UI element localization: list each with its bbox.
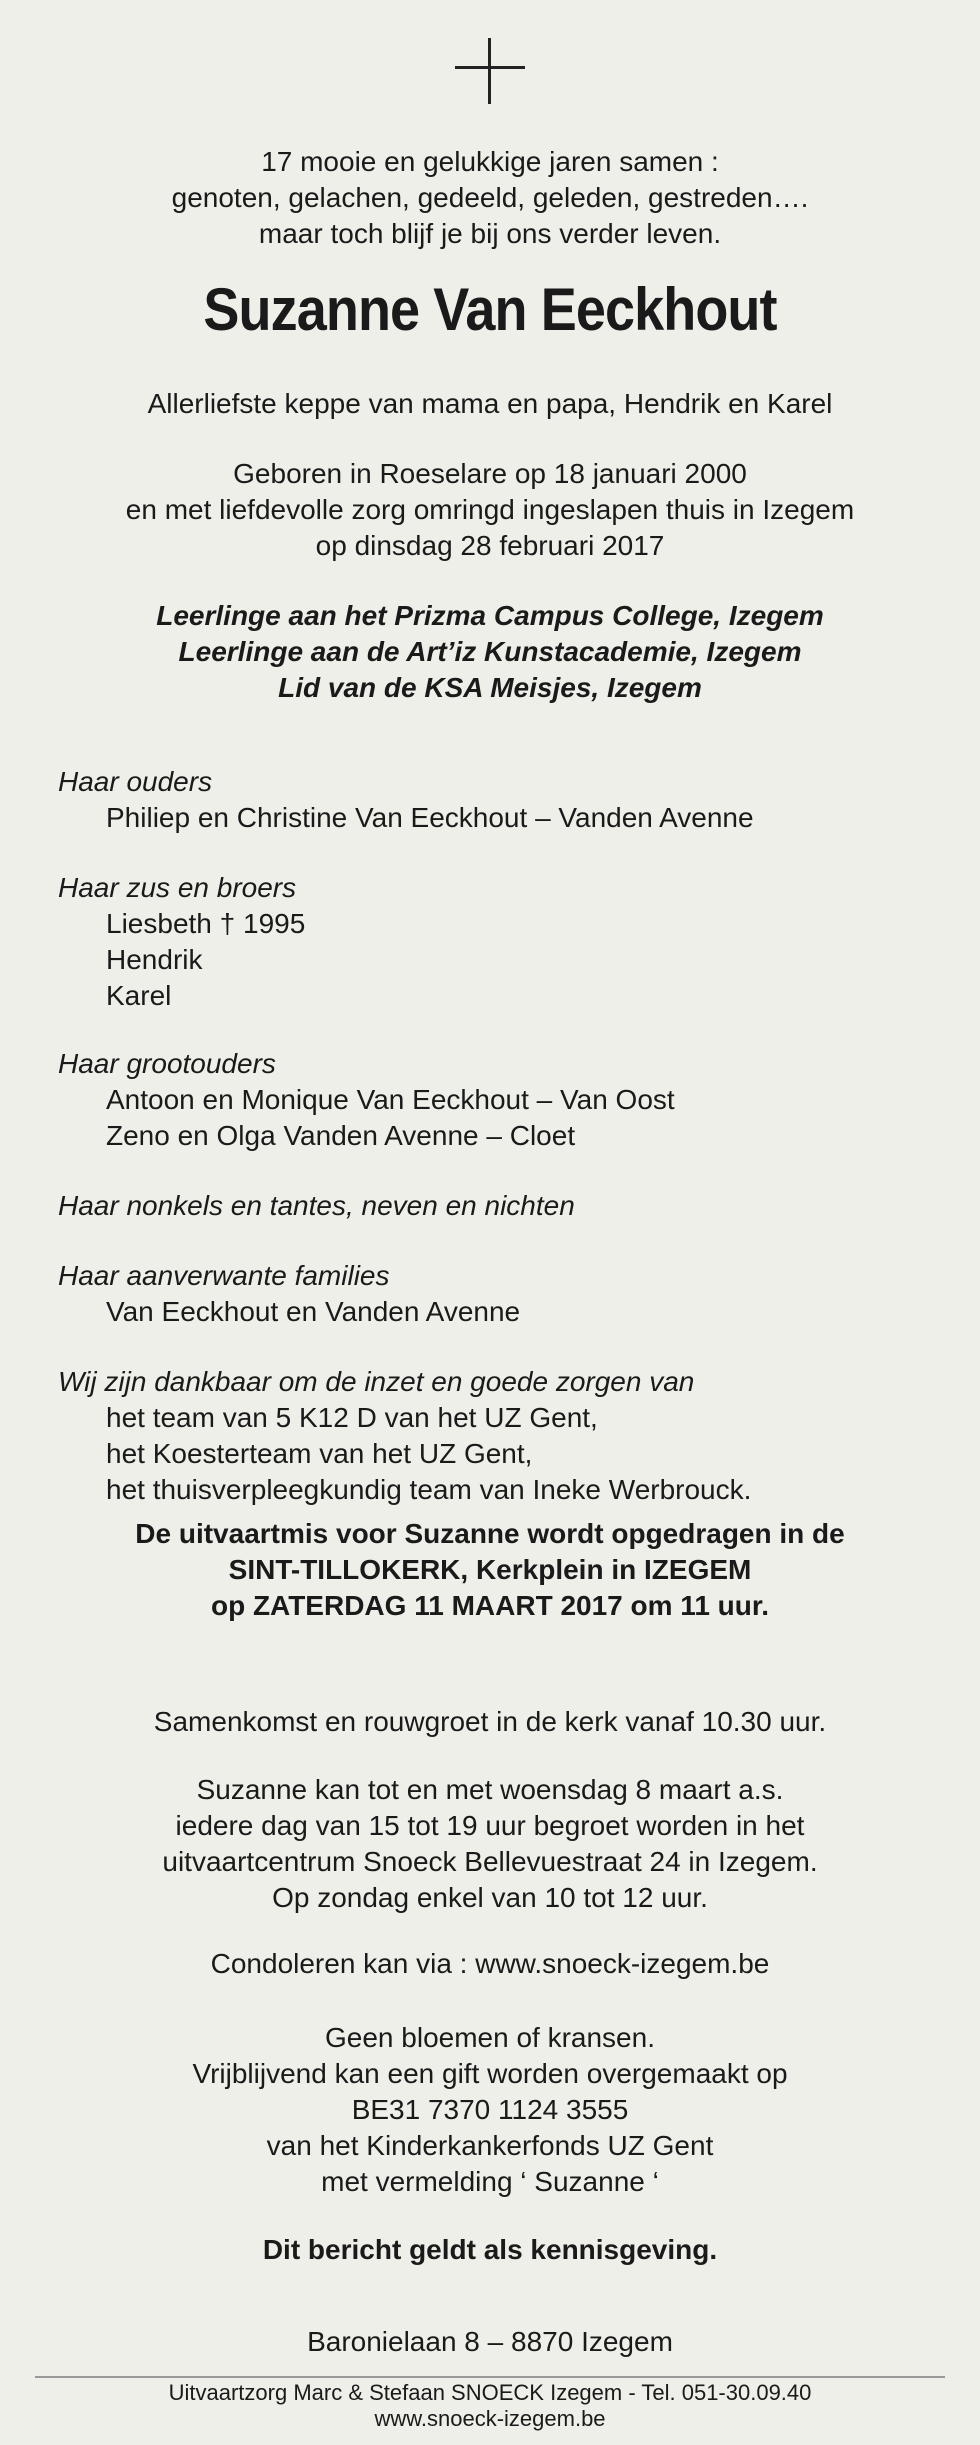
family-heading: Haar zus en broers: [58, 872, 297, 903]
dedication: Allerliefste keppe van mama en papa, Hendrik en Karel: [147, 388, 833, 419]
family-member: Liesbeth † 1995: [106, 908, 306, 939]
funeral-line: SINT-TILLOKERK, Kerkplein in IZEGEM: [228, 1554, 752, 1585]
family-member: Van Eeckhout en Vanden Avenne: [106, 1296, 521, 1327]
role-line: Leerlinge aan de Art’iz Kunstacademie, Izegem: [178, 636, 802, 667]
family-heading: Haar ouders: [58, 766, 213, 797]
role-line: Leerlinge aan het Prizma Campus College, Izegem: [156, 600, 824, 631]
intro-line: 17 mooie en gelukkige jaren samen :: [261, 146, 719, 177]
family-in-laws: [58, 1258, 958, 1330]
visit-line: iedere dag van 15 tot 19 uur begroet worden in het: [175, 1810, 805, 1841]
family-siblings: [58, 870, 958, 1014]
gift-line: Geen bloemen of kransen.: [325, 2022, 655, 2053]
address: Baronielaan 8 – 8870 Izegem: [307, 2326, 673, 2357]
visit-line: Op zondag enkel van 10 tot 12 uur.: [272, 1882, 708, 1913]
family-heading: Haar nonkels en tantes, neven en nichten: [58, 1190, 575, 1221]
family-member: Hendrik: [106, 944, 203, 975]
birth-line: Geboren in Roeselare op 18 januari 2000: [233, 458, 747, 489]
visit-line: uitvaartcentrum Snoeck Bellevuestraat 24 in Izegem.: [162, 1846, 818, 1877]
gathering-info: Samenkomst en rouwgroet in de kerk vanaf 10.30 uur.: [153, 1706, 827, 1737]
thanks-heading: Wij zijn dankbaar om de inzet en goede zorgen van: [58, 1366, 695, 1397]
intro-line: maar toch blijf je bij ons verder leven.: [258, 218, 722, 249]
role-line: Lid van de KSA Meisjes, Izegem: [278, 672, 702, 703]
birth-line: op dinsdag 28 februari 2017: [315, 530, 665, 561]
family-extended: [58, 1188, 958, 1224]
family-member: Philiep en Christine Van Eeckhout – Vanden Avenne: [106, 802, 754, 833]
family-member: Zeno en Olga Vanden Avenne – Cloet: [106, 1120, 576, 1151]
gift-info: [0, 2020, 980, 2200]
visitation-info: [0, 1772, 980, 1916]
funeral-line: op ZATERDAG 11 MAART 2017 om 11 uur.: [210, 1590, 770, 1621]
family-member: Antoon en Monique Van Eeckhout – Van Oost: [106, 1084, 675, 1115]
gift-line: BE31 7370 1124 3555: [351, 2094, 629, 2125]
family-parents: [58, 764, 958, 836]
funeral-line: De uitvaartmis voor Suzanne wordt opgedragen in de: [135, 1518, 845, 1549]
intro-verse: [0, 144, 980, 252]
notice: Dit bericht geldt als kennisgeving.: [262, 2234, 718, 2265]
gift-line: met vermelding ‘ Suzanne ‘: [321, 2166, 659, 2197]
footer-website: www.snoeck-izegem.be: [374, 2406, 606, 2431]
latin-cross-icon: [455, 38, 525, 104]
family-heading: Haar aanverwante families: [58, 1260, 390, 1291]
deceased-name: Suzanne Van Eeckhout: [203, 276, 777, 343]
birth-death-info: [0, 456, 980, 564]
family-heading: Haar grootouders: [58, 1048, 276, 1079]
thanks-line: het thuisverpleegkundig team van Ineke Werbrouck.: [106, 1474, 752, 1505]
roles: [0, 598, 980, 706]
gift-line: van het Kinderkankerfonds UZ Gent: [266, 2130, 714, 2161]
intro-line: genoten, gelachen, gedeeld, geleden, gestreden….: [171, 182, 809, 213]
footer-divider: [35, 2376, 945, 2378]
thanks-line: het Koesterteam van het UZ Gent,: [106, 1438, 533, 1469]
family-member: Karel: [106, 980, 172, 1011]
gift-line: Vrijblijvend kan een gift worden overgemaakt op: [192, 2058, 788, 2089]
visit-line: Suzanne kan tot en met woensdag 8 maart a.s.: [196, 1774, 784, 1805]
thanks-line: het team van 5 K12 D van het UZ Gent,: [106, 1402, 598, 1433]
condolence-info: Condoleren kan via : www.snoeck-izegem.be: [210, 1948, 770, 1979]
footer: [0, 2380, 980, 2432]
footer-company: Uitvaartzorg Marc & Stefaan SNOECK Izegem - Tel. 051-30.09.40: [168, 2380, 812, 2405]
thanks: [58, 1364, 958, 1508]
family-grandparents: [58, 1046, 958, 1154]
funeral-info: [0, 1516, 980, 1624]
birth-line: en met liefdevolle zorg omringd ingeslapen thuis in Izegem: [125, 494, 855, 525]
